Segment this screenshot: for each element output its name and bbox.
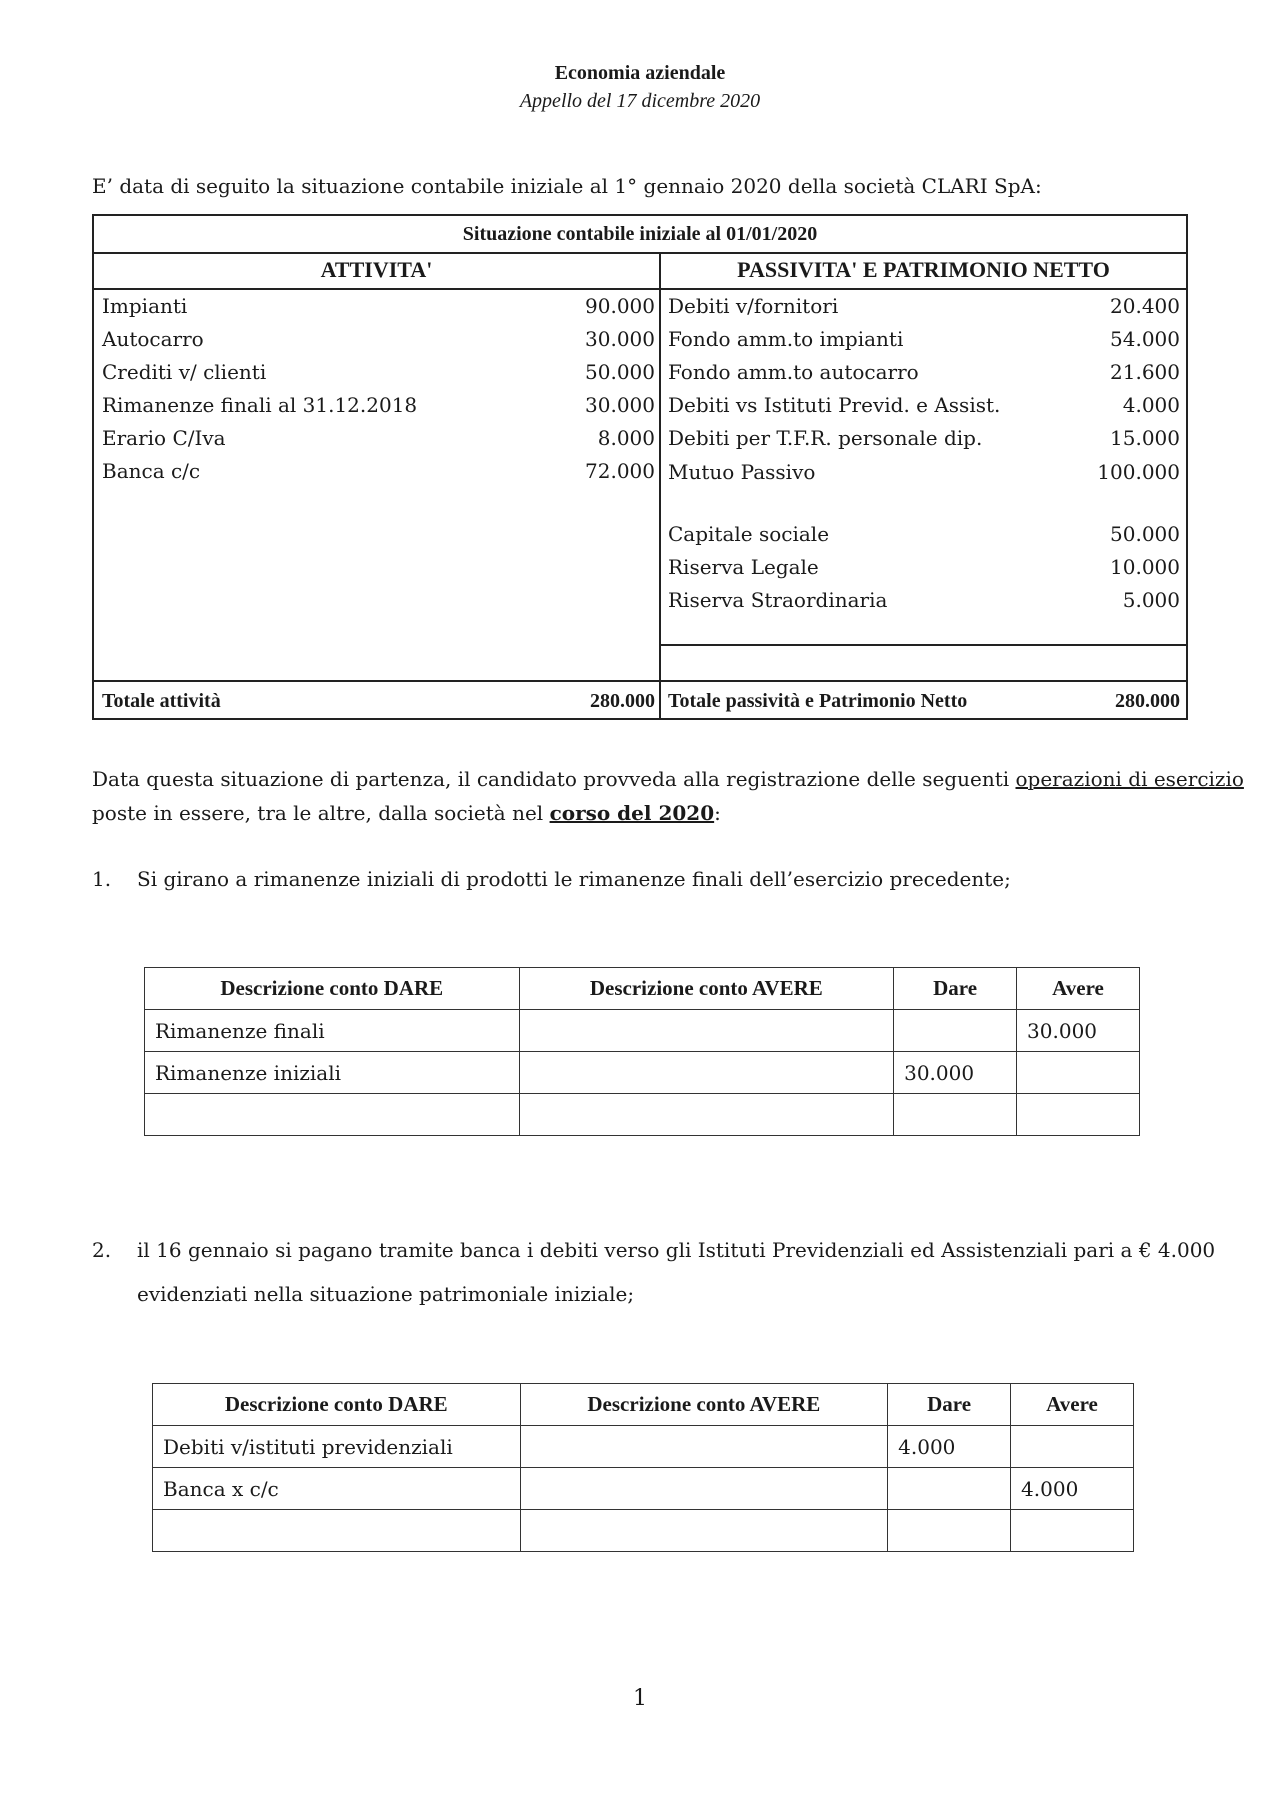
- header-dare: Dare: [888, 1384, 1011, 1426]
- asset-value: 72.000: [585, 459, 655, 483]
- instructions-line-1: [92, 763, 1244, 795]
- table-row: [153, 1426, 1134, 1468]
- asset-value: 8.000: [597, 426, 655, 450]
- equity-row: [668, 518, 1180, 550]
- header-avere-account: Descrizione conto AVERE: [520, 1384, 888, 1426]
- table-row: [145, 1052, 1140, 1094]
- table-cell[interactable]: [153, 1510, 521, 1552]
- asset-row: [102, 323, 655, 355]
- liability-value: 54.000: [1110, 327, 1180, 351]
- document-title: Economia aziendale: [554, 62, 726, 84]
- table-header-row: [153, 1384, 1134, 1426]
- liabilities-header: PASSIVITA' E PATRIMONIO NETTO: [661, 252, 1186, 290]
- asset-value: 90.000: [585, 294, 655, 318]
- instructions-underlined: operazioni di esercizio: [1015, 767, 1244, 791]
- total-liabilities-value: 280.000: [1115, 690, 1180, 712]
- liability-row: [668, 389, 1180, 421]
- instructions-text: poste in essere, tra le altre, dalla società nel: [92, 801, 550, 825]
- equity-label: Capitale sociale: [668, 522, 830, 546]
- equity-value: 5.000: [1122, 588, 1180, 612]
- equity-row: [668, 551, 1180, 583]
- item-text: il 16 gennaio si pagano tramite banca i debiti verso gli Istituti Previdenziali ed Assistenziali pari a € 4.000: [137, 1238, 1216, 1262]
- equity-label: Riserva Legale: [668, 555, 819, 579]
- journal-table-1: [144, 967, 1140, 1136]
- table-cell[interactable]: [145, 1094, 520, 1136]
- column-divider: [659, 252, 661, 718]
- asset-label: Crediti v/ clienti: [102, 360, 267, 384]
- table-cell[interactable]: [1011, 1510, 1134, 1552]
- header-dare-account: Descrizione conto DARE: [145, 968, 520, 1010]
- total-assets-row: [102, 682, 655, 720]
- equity-value: 10.000: [1110, 555, 1180, 579]
- asset-label: Rimanenze finali al 31.12.2018: [102, 393, 418, 417]
- liability-row: [668, 290, 1180, 322]
- instructions-line-2: [92, 797, 721, 829]
- item-number: 2.: [92, 1238, 112, 1262]
- liability-value: 15.000: [1110, 426, 1180, 450]
- table-cell[interactable]: Rimanenze iniziali: [145, 1052, 520, 1094]
- liability-label: Fondo amm.to impianti: [668, 327, 904, 351]
- balance-sheet-table: [92, 214, 1188, 720]
- header-avere: Avere: [1017, 968, 1140, 1010]
- table-cell[interactable]: [894, 1010, 1017, 1052]
- header-avere-account: Descrizione conto AVERE: [519, 968, 894, 1010]
- table-row: [145, 1010, 1140, 1052]
- total-assets-value: 280.000: [590, 690, 655, 712]
- liability-label: Debiti per T.F.R. personale dip.: [668, 426, 983, 450]
- journal-table-2: [152, 1383, 1134, 1552]
- asset-row: [102, 389, 655, 421]
- equity-label: Riserva Straordinaria: [668, 588, 888, 612]
- equity-value: 50.000: [1110, 522, 1180, 546]
- asset-value: 50.000: [585, 360, 655, 384]
- table-cell[interactable]: [894, 1094, 1017, 1136]
- header-avere: Avere: [1011, 1384, 1134, 1426]
- liability-label: Debiti vs Istituti Previd. e Assist.: [668, 393, 1001, 417]
- liability-value: 4.000: [1122, 393, 1180, 417]
- page-number: 1: [633, 1686, 647, 1711]
- asset-label: Banca c/c: [102, 459, 201, 483]
- table-cell[interactable]: [888, 1510, 1011, 1552]
- instructions-bold: corso del 2020: [549, 801, 715, 825]
- liability-row: [668, 456, 1180, 488]
- item-text: evidenziati nella situazione patrimoniale iniziale;: [137, 1282, 635, 1306]
- asset-value: 30.000: [585, 393, 655, 417]
- asset-row: [102, 422, 655, 454]
- table-cell[interactable]: [1017, 1052, 1140, 1094]
- table-cell[interactable]: [519, 1010, 894, 1052]
- asset-value: 30.000: [585, 327, 655, 351]
- liability-label: Debiti v/fornitori: [668, 294, 839, 318]
- total-liabilities-label: Totale passività e Patrimonio Netto: [668, 690, 968, 712]
- liability-value: 20.400: [1110, 294, 1180, 318]
- liability-value: 21.600: [1110, 360, 1180, 384]
- table-cell[interactable]: [1011, 1426, 1134, 1468]
- table-cell[interactable]: Rimanenze finali: [145, 1010, 520, 1052]
- balance-sheet-title: Situazione contabile iniziale al 01/01/2020: [94, 216, 1186, 254]
- liability-row: [668, 323, 1180, 355]
- table-cell[interactable]: [1017, 1094, 1140, 1136]
- instructions-punct: :: [714, 801, 721, 825]
- asset-label: Erario C/Iva: [102, 426, 226, 450]
- instructions-text: Data questa situazione di partenza, il candidato provveda alla registrazione delle seguenti: [92, 767, 1016, 791]
- liability-value: 100.000: [1097, 460, 1180, 484]
- table-cell[interactable]: 30.000: [1017, 1010, 1140, 1052]
- table-row: [153, 1510, 1134, 1552]
- header-dare: Dare: [894, 968, 1017, 1010]
- table-cell[interactable]: [888, 1468, 1011, 1510]
- table-cell[interactable]: [520, 1468, 888, 1510]
- table-cell[interactable]: 4.000: [888, 1426, 1011, 1468]
- equity-row: [668, 584, 1180, 616]
- asset-row: [102, 455, 655, 487]
- liability-row: [668, 356, 1180, 388]
- document-subtitle: Appello del 17 dicembre 2020: [519, 90, 761, 112]
- table-cell[interactable]: [520, 1426, 888, 1468]
- item-text: Si girano a rimanenze iniziali di prodotti le rimanenze finali dell’esercizio precedente;: [137, 867, 1011, 891]
- asset-label: Autocarro: [102, 327, 204, 351]
- assets-header: ATTIVITA': [94, 252, 659, 290]
- asset-row: [102, 356, 655, 388]
- table-cell[interactable]: 30.000: [894, 1052, 1017, 1094]
- table-cell[interactable]: [520, 1510, 888, 1552]
- table-row: [145, 1094, 1140, 1136]
- table-cell[interactable]: [519, 1094, 894, 1136]
- table-header-row: [145, 968, 1140, 1010]
- liability-label: Fondo amm.to autocarro: [668, 360, 919, 384]
- asset-label: Impianti: [102, 294, 188, 318]
- asset-row: [102, 290, 655, 322]
- liability-row: [668, 422, 1180, 454]
- table-cell[interactable]: 4.000: [1011, 1468, 1134, 1510]
- total-liabilities-row: [668, 682, 1180, 720]
- equity-separator: [661, 644, 1186, 646]
- table-cell[interactable]: [519, 1052, 894, 1094]
- table-cell[interactable]: Banca x c/c: [153, 1468, 521, 1510]
- table-cell[interactable]: Debiti v/istituti previdenziali: [153, 1426, 521, 1468]
- item-number: 1.: [92, 867, 112, 891]
- intro-paragraph: E’ data di seguito la situazione contabile iniziale al 1° gennaio 2020 della società CLARI SpA:: [92, 174, 1042, 198]
- header-dare-account: Descrizione conto DARE: [153, 1384, 521, 1426]
- liability-label: Mutuo Passivo: [668, 460, 816, 484]
- table-row: [153, 1468, 1134, 1510]
- total-assets-label: Totale attività: [102, 690, 221, 712]
